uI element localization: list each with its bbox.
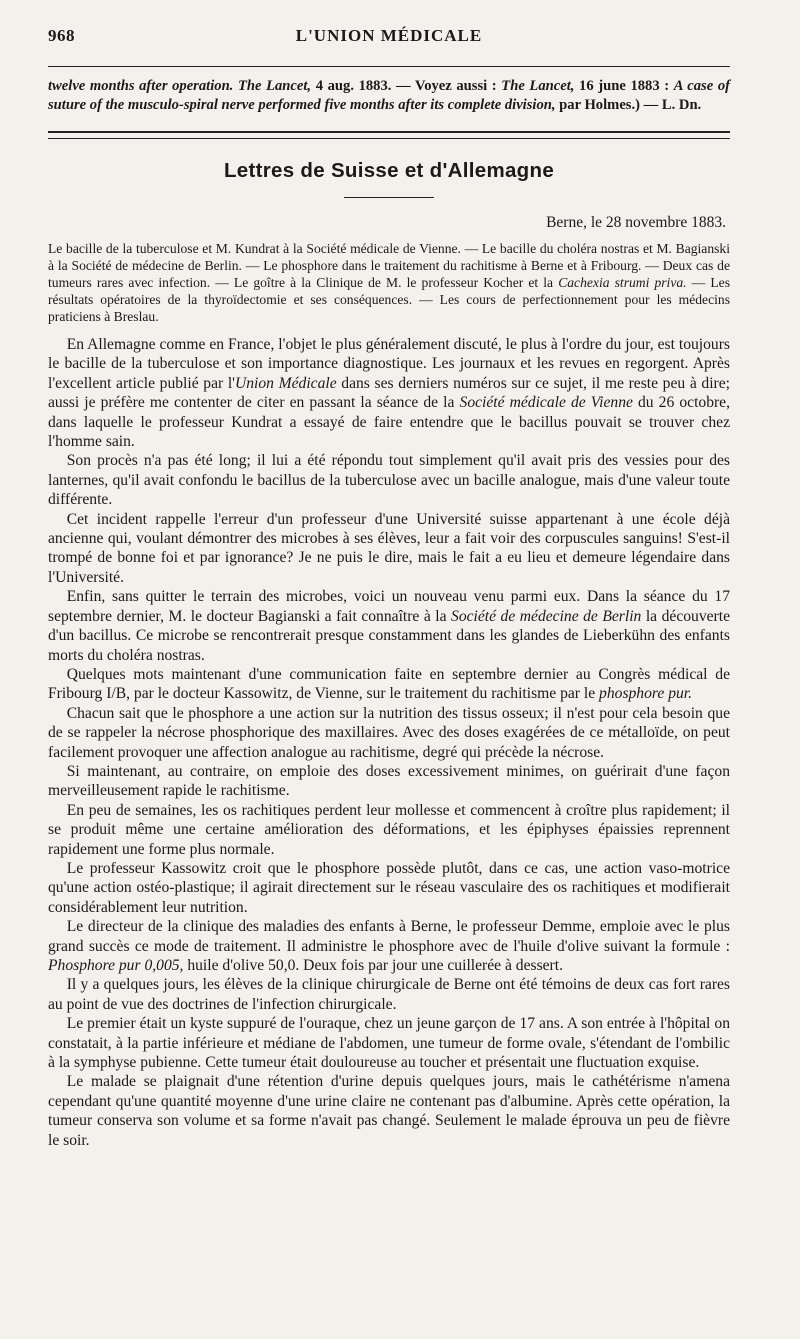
note-italic-1: twelve months after operation. xyxy=(48,78,234,94)
paragraph-11: Il y a quelques jours, les élèves de la clinique chirurgicale de Berne ont été témoins de deux cas fort rares au point de vue des doctrines de l'infection chirurgicale. xyxy=(48,976,730,1013)
note-italic-2: The Lancet, xyxy=(233,78,312,94)
note-text-2: 16 june 1883 : xyxy=(574,78,674,94)
note-text-3: par Holmes.) — L. Dn. xyxy=(555,97,702,113)
p1-text-a: En Allemagne comme en France, l'objet le plus généralement discuté, le plus à l'ordre du jour, est toujours le bacille de la tuberculose et son importance diagnostique. Les journaux et les revues en regorgent. Après l'excellent article publié par l' xyxy=(48,336,730,392)
note-italic-4: A case of suture of the musculo-spiral nerve performed five months after its complete division, xyxy=(48,78,730,113)
p10-text-c: huile d'olive 50,0. Deux fois par jour une cuillerée à dessert. xyxy=(183,957,563,974)
paragraph-13: Le malade se plaignait d'une rétention d'urine depuis quelques jours, mais le cathétérisme n'amena cependant qu'une quantité moyenne d'une urine claire ne contenant pas d'albumine. Après cette opération, la tumeur conserva son volume et sa forme n'avait pas changé. Seulement le malade éprouva un peu de fièvre le soir. xyxy=(48,1073,730,1149)
p10-italic-b: Phosphore pur 0,005, xyxy=(48,957,184,974)
p1-text-e: du 26 octobre, dans laquelle le professeur Kundrat a essayé de faire entendre que le bacillus pouvait se trouver chez l'homme sain. xyxy=(48,394,731,451)
running-title: L'UNION MÉDICALE xyxy=(295,26,483,45)
paragraph-1 xyxy=(48,335,730,451)
p1-italic-d: Société médicale de Vienne xyxy=(459,394,633,412)
article-body xyxy=(48,335,730,1150)
dateline: Berne, le 28 novembre 1883. xyxy=(546,214,726,231)
paragraph-12: Le premier était un kyste suppuré de l'ouraque, chez un jeune garçon de 17 ans. A son entrée à l'hôpital on constatait, à la partie inférieure et médiane de l'abdomen, une tumeur de forme ovale, s'étendant de l'ombilic à la symphyse pubienne. Cette tumeur était douloureuse au toucher et présentait une fluctuation exquise. xyxy=(48,1015,730,1072)
paragraph-4 xyxy=(48,587,730,665)
paragraph-2: Son procès n'a pas été long; il lui a été répondu tout simplement qu'il avait pris des vessies pour des lanternes, qu'il avait confondu le bacillus de la tuberculose avec un bacille analogue, mais d'une valeur toute différente. xyxy=(48,452,730,509)
section-divider xyxy=(48,131,730,139)
title-rule xyxy=(344,197,434,198)
paragraph-8: En peu de semaines, les os rachitiques perdent leur mollesse et commencent à croître plus rapidement; il se produit même une certaine amélioration des déformations, et les épiphyses épaissies reprennent rapidement une forme plus normale. xyxy=(48,801,730,858)
p1-italic-b: Union Médicale xyxy=(234,374,337,392)
p5-italic-b: phosphore pur. xyxy=(599,685,693,703)
summary xyxy=(48,240,730,325)
paragraph-6: Chacun sait que le phosphore a une action sur la nutrition des tissus osseux; il n'est pour cela besoin que de se rappeler la nécrose phosphorique des maxillaires. Avec des doses exagérées de ce métalloïde, on peut facilement provoquer une affection analogue au rachitisme, degré qui précède la nécrose. xyxy=(48,704,730,761)
paragraph-9: Le professeur Kassowitz croit que le phosphore possède plutôt, dans ce cas, une action vaso-motrice qu'une action ostéo-plastique; il agirait directement sur le réseau vasculaire des os rachitiques et modifierait considérablement leur nutrition. xyxy=(48,859,730,916)
running-head xyxy=(48,24,730,52)
p10-text-a: Le directeur de la clinique des maladies des enfants à Berne, le professeur Demme, emploie avec le plus grand succès ce mode de traitement. Il administre le phosphore avec de l'huile d'olive suivant la formule : xyxy=(48,918,730,955)
paragraph-10 xyxy=(48,917,730,975)
section-title: Lettres de Suisse et d'Allemagne xyxy=(223,159,555,182)
summary-italic: Cachexia strumi priva. xyxy=(558,275,687,290)
paragraph-5 xyxy=(48,665,730,704)
p4-italic-b: Société de médecine de Berlin xyxy=(451,607,642,625)
note-italic-3: The Lancet, xyxy=(501,78,575,94)
page-number: 968 xyxy=(48,26,75,45)
p1-text-c: dans ses derniers numéros sur ce sujet, il me reste peu à dire; aussi je préfère me contenter de citer en passant la séance de la xyxy=(48,374,730,412)
note-text-1: 4 aug. 1883. — Voyez aussi : xyxy=(311,78,502,94)
summary-text-c: — Les résultats opératoires de la thyroïdectomie et ses conséquences. — Les cours de perfectionnement pour les médecins praticiens à Breslau. xyxy=(48,275,730,324)
header-rule xyxy=(48,66,730,67)
p4-text-c: la découverte d'un bacillus. Ce microbe se rencontrerait presque constamment dans les glandes de Lieberkühn des enfants morts du choléra nostras. xyxy=(48,607,730,664)
summary-paragraph xyxy=(48,240,730,325)
p4-text-a: Enfin, sans quitter le terrain des microbes, voici un nouveau venu parmi eux. Dans la séance du 17 septembre dernier, M. le docteur Bagianski a fait connaître à la xyxy=(48,588,730,625)
previous-article-note xyxy=(48,77,730,115)
page xyxy=(48,24,730,1150)
paragraph-7: Si maintenant, au contraire, on emploie des doses excessivement minimes, on guérirait d'une façon merveilleusement rapide le rachitisme. xyxy=(48,762,730,800)
p5-text-a: Quelques mots maintenant d'une communication faite en septembre dernier au Congrès médical de Fribourg I/B, par le docteur Kassowitz, de Vienne, sur le traitement du rachitisme par le xyxy=(48,665,730,703)
paragraph-3: Cet incident rappelle l'erreur d'un professeur d'une Université suisse appartenant à une école déjà ancienne qui, voulant démontrer des microbes à ses élèves, leur a fait voir des corpuscules sanguins! S'est-il trompé de bonne foi et par ignorance? Je ne puis le dire, mais le fait a eu lieu et demeure légendaire dans l'Université. xyxy=(48,510,730,586)
summary-text-a: Le bacille de la tuberculose et M. Kundrat à la Société médicale de Vienne. — Le bacille du choléra nostras et M. Bagianski à la Société de médecine de Berlin. — Le phosphore dans le traitement du rachitisme à Berne et à Fribourg. — Deux cas de tumeurs rares avec infection. — Le goître à la Clinique de M. le professeur Kocher et la xyxy=(48,241,730,290)
